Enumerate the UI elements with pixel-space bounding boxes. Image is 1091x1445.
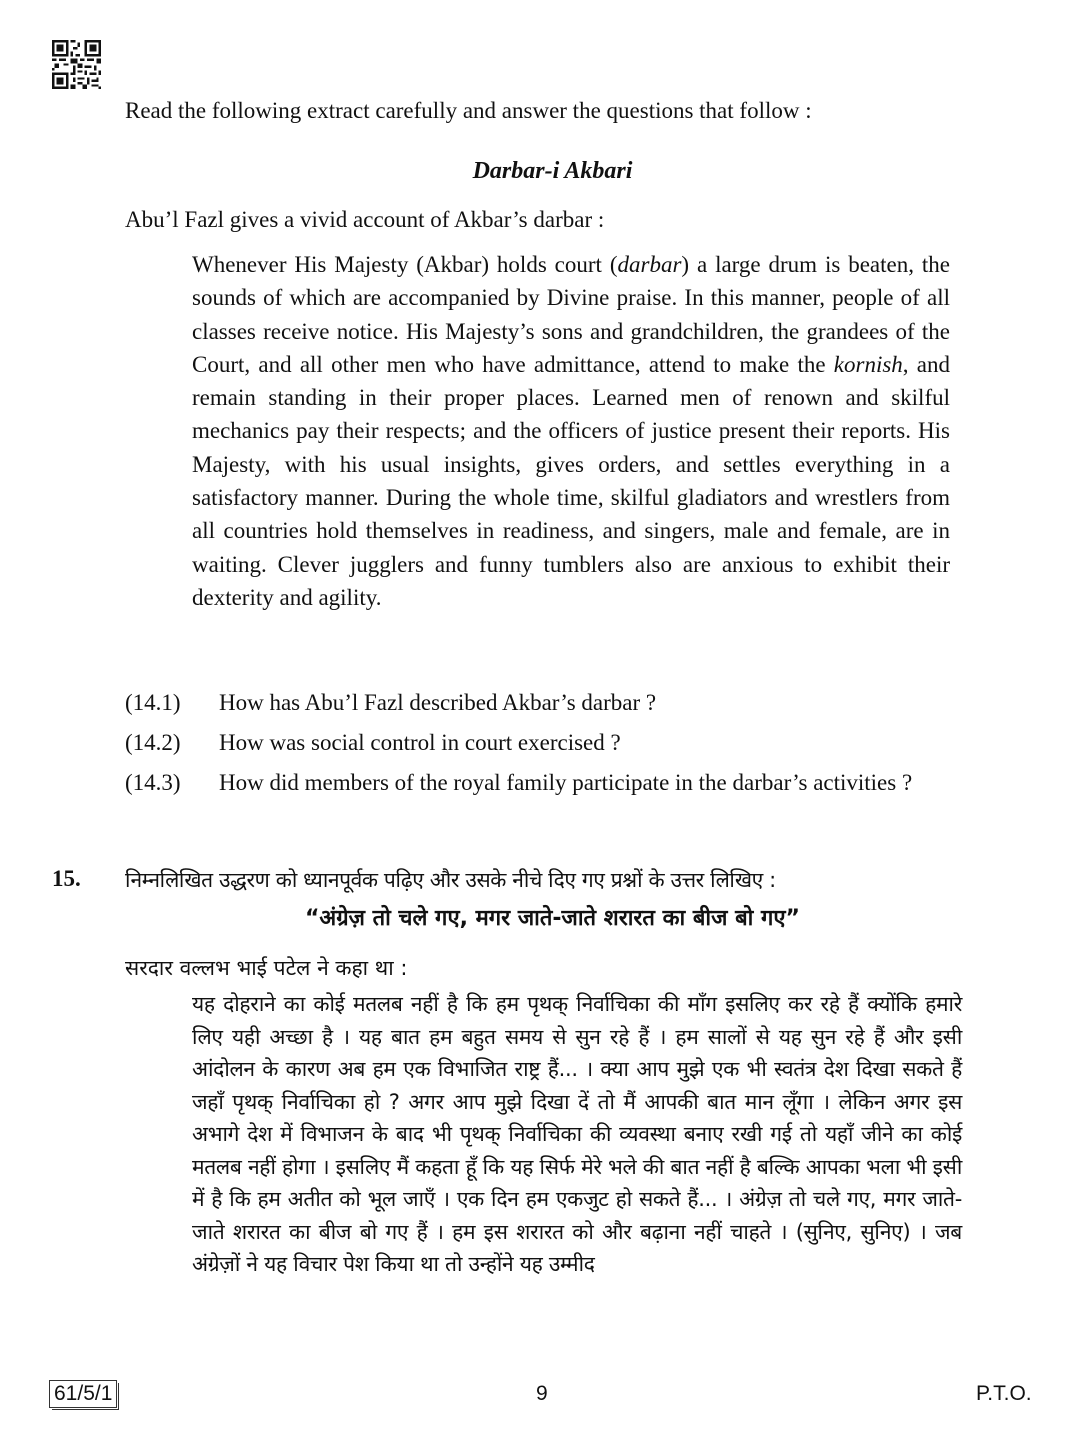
q14-title: Darbar-i Akbari bbox=[472, 158, 633, 184]
extract-text: Whenever His Majesty (Akbar) holds court ( bbox=[192, 252, 618, 277]
extract-text: , and remain standing in their proper places. Learned men of renown and skilful mechanics pay their respects; and the officers of justice present their reports. His Majesty, with his usual insights, gives orders, and settles everything in a satisfactory manner. During the whole time, skilful gladiators and wrestlers from all countries hold themselves in readiness, and singers, male and female, are in waiting. Clever jugglers and funny tumblers also are anxious to exhibit their dexterity and agility. bbox=[192, 351, 950, 610]
question-text: How was social control in court exercised ? bbox=[219, 730, 621, 755]
question-text: How did members of the royal family participate in the darbar’s activities ? bbox=[219, 770, 913, 795]
extract-text: ) a large drum is beaten, the sounds of which are accompanied by Divine praise. In this manner, people of all classes receive notice. His Majesty’s sons and grandchildren, the grandees of the Court, and all other men who have admittance, attend to make the bbox=[192, 252, 950, 377]
page-number: 9 bbox=[536, 1382, 548, 1405]
q15-lead: सरदार वल्लभ भाई पटेल ने कहा था : bbox=[125, 956, 408, 980]
q15-instruction: निम्नलिखित उद्धरण को ध्यानपूर्वक पढ़िए और उसके नीचे दिए गए प्रश्नों के उत्तर लिखिए : bbox=[125, 868, 776, 892]
extract-italic-kornish: kornish bbox=[833, 351, 903, 377]
extract-italic-darbar: darbar bbox=[617, 252, 682, 277]
question-15-number: 15. bbox=[52, 866, 81, 891]
q14-intro: Read the following extract carefully and answer the questions that follow : bbox=[125, 98, 812, 123]
q15-title: “अंग्रेज़ तो चले गए, मगर जाते-जाते शरारत का बीज बो गए” bbox=[304, 906, 801, 931]
question-number: (14.1) bbox=[125, 690, 181, 715]
question-number: (14.2) bbox=[125, 730, 181, 755]
q15-extract: यह दोहराने का कोई मतलब नहीं है कि हम पृथक् निर्वाचिका की माँग इसलिए कर रहे हैं क्योंकि हमारे लिए यही अच्छा है । यह बात हम बहुत समय से सुन रहे हैं । हम सालों से यह सुन रहे हैं और इसी आंदोलन के कारण अब हम एक विभाजित राष्ट्र हैं... । क्या आप मुझे एक भी स्वतंत्र देश दिखा सकते हैं जहाँ पृथक् निर्वाचिका हो ? अगर आप मुझे दिखा दें तो मैं आपकी बात मान लूँगा । लेकिन अगर इस अभागे देश में विभाजन के बाद भी पृथक् निर्वाचिका की व्यवस्था बनाए रखी गई तो यहाँ जीने का कोई मतलब नहीं होगा । इसलिए मैं कहता हूँ कि यह सिर्फ मेरे भले की बात नहीं है बल्कि आपका भला भी इसी में है कि हम अतीत को भूल जाएँ । एक दिन हम एकजुट हो सकते हैं... । अंग्रेज़ तो चले गए, मगर जाते-जाते शरारत का बीज बो गए हैं । हम इस शरारत को और बढ़ाना नहीं चाहते । (सुनिए, सुनिए) । जब अंग्रेज़ों ने यह विचार पेश किया था तो उन्होंने यह उम्मीद bbox=[192, 992, 962, 1276]
q14-lead: Abu’l Fazl gives a vivid account of Akbar’s darbar : bbox=[125, 207, 605, 232]
question-text: How has Abu’l Fazl described Akbar’s darbar ? bbox=[219, 690, 657, 715]
q14-extract bbox=[192, 248, 950, 614]
please-turn-over: P.T.O. bbox=[976, 1382, 1032, 1405]
paper-code: 61/5/1 bbox=[49, 1380, 117, 1408]
question-number: (14.3) bbox=[125, 770, 181, 795]
qr-code-icon bbox=[52, 40, 101, 89]
